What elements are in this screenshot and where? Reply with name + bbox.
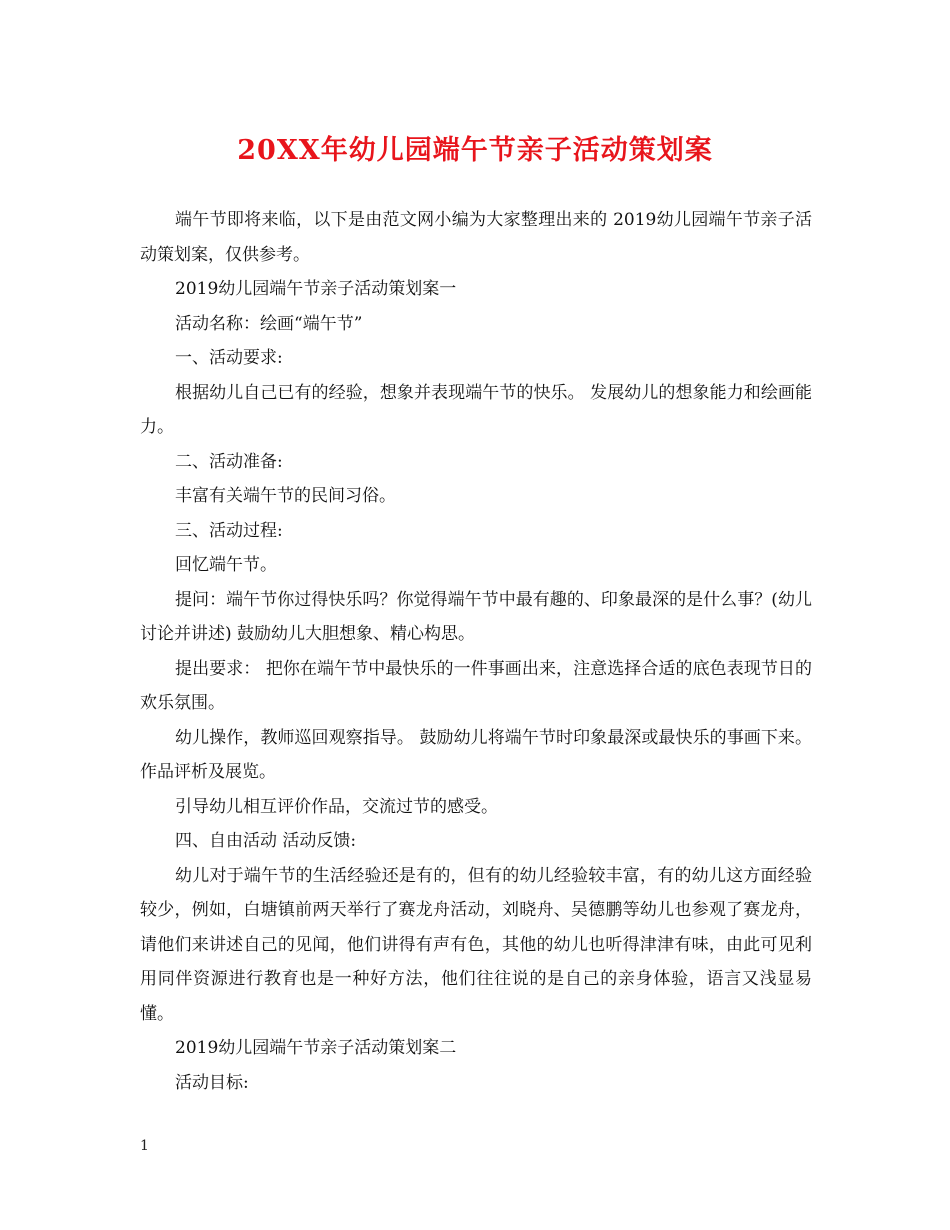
paragraph-feedback-text: 幼儿对于端午节的生活经验还是有的，但有的幼儿经验较丰富，有的幼儿这方面经验较少，例如，白塘镇前两天举行了赛龙舟活动，刘晓舟、吴德鹏等幼儿也参观了赛龙舟，请他们来讲述自己的见闻，他们讲得有声有色，其他的幼儿也听得津津有味，由此可见利用同伴资源进行教育也是一种好方法，他们往往说的是自己的亲身体验，语言又浅显易懂。 bbox=[140, 865, 812, 1024]
paragraph-process-question: 提问：端午节你过得快乐吗？你觉得端午节中最有趣的、印象最深的是什么事？(幼儿讨论并讲述) 鼓励幼儿大胆想象、精心构思。 bbox=[140, 589, 812, 644]
paragraph-requirements-text: 根据幼儿自己已有的经验，想象并表现端午节的快乐。 发展幼儿的想象能力和绘画能力。 bbox=[140, 382, 812, 437]
document-body bbox=[140, 203, 812, 1100]
paragraph-intro: 端午节即将来临，以下是由范文网小编为大家整理出来的 2019幼儿园端午节亲子活动策划案，仅供参考。 bbox=[140, 210, 812, 265]
paragraph-activity-goals: 活动目标: bbox=[175, 1072, 249, 1093]
paragraph-plan-two-heading: 2019幼儿园端午节亲子活动策划案二 bbox=[175, 1038, 457, 1058]
paragraph-plan-one-heading: 2019幼儿园端午节亲子活动策划案一 bbox=[175, 279, 457, 299]
paragraph-activity-name: 活动名称：绘画“端午节” bbox=[175, 313, 363, 334]
paragraph-section-free-activity: 四、自由活动 活动反馈: bbox=[175, 831, 357, 851]
paragraph-process-operation: 幼儿操作，教师巡回观察指导。 鼓励幼儿将端午节时印象最深或最快乐的事画下来。 作品评析及展览。 bbox=[140, 727, 812, 782]
paragraph-process-requirement: 提出要求： 把你在端午节中最快乐的一件事画出来，注意选择合适的底色表现节日的欢乐氛围。 bbox=[140, 658, 812, 713]
paragraph-section-requirements: 一、活动要求: bbox=[175, 348, 283, 368]
document-title: 20XX年幼儿园端午节亲子活动策划案 bbox=[237, 135, 713, 166]
paragraph-process-evaluation: 引导幼儿相互评价作品，交流过节的感受。 bbox=[175, 796, 498, 817]
paragraph-section-process: 三、活动过程: bbox=[175, 520, 283, 541]
paragraph-section-preparation: 二、活动准备: bbox=[175, 451, 283, 472]
paragraph-process-recall: 回忆端午节。 bbox=[175, 555, 277, 575]
page-number: 1 bbox=[140, 1138, 149, 1154]
paragraph-preparation-text: 丰富有关端午节的民间习俗。 bbox=[175, 486, 396, 506]
